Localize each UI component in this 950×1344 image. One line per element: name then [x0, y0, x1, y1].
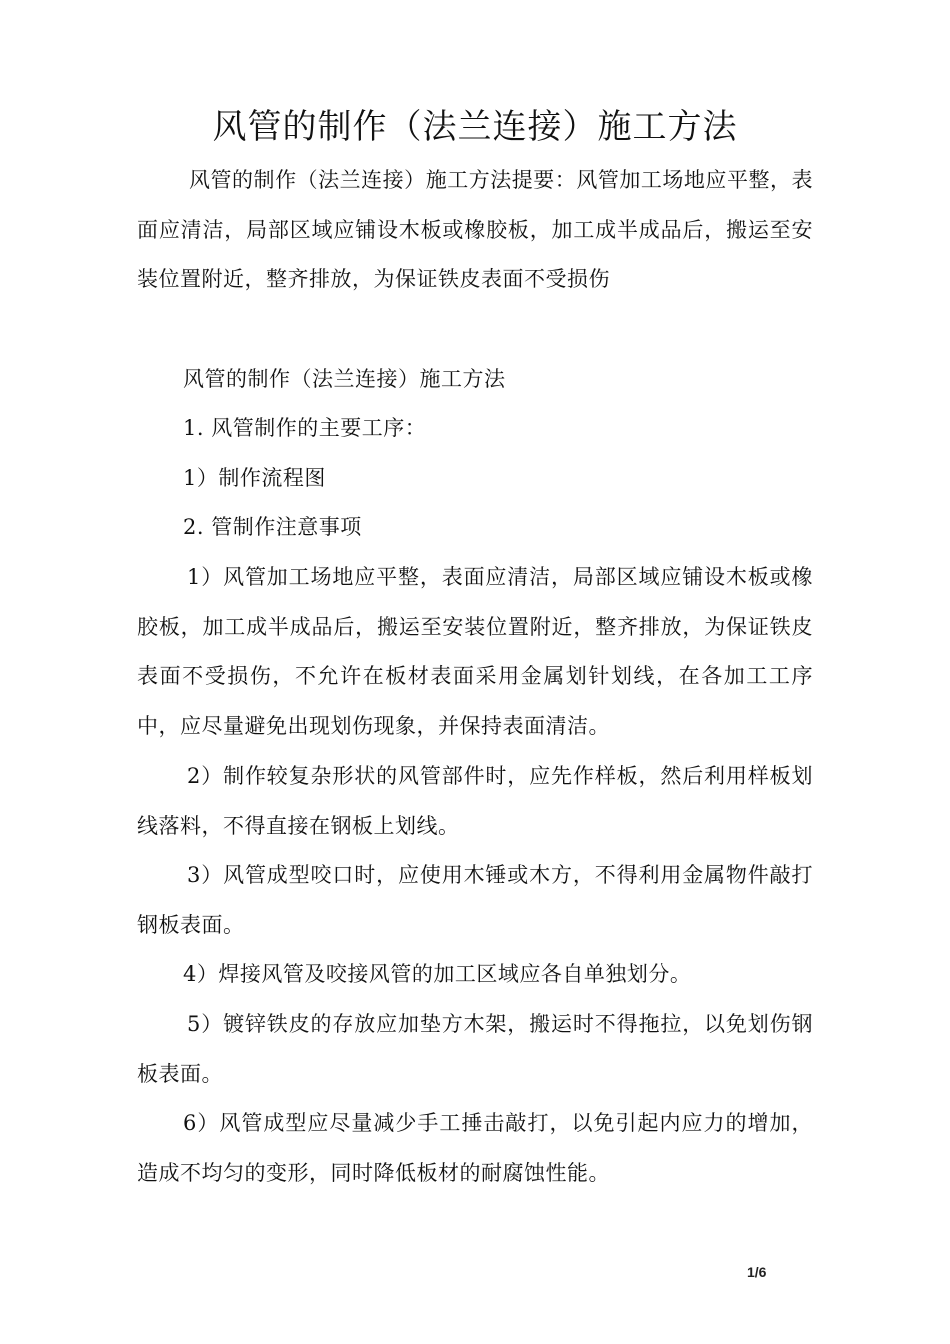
- section-heading: 风管的制作（法兰连接）施工方法: [183, 367, 506, 391]
- section-1-item: 1）制作流程图: [183, 466, 326, 490]
- summary-paragraph: 风管的制作（法兰连接）施工方法提要：风管加工场地应平整，表面应清洁，局部区域应铺设木板或橡胶板，加工成半成品后，搬运至安装位置附近，整齐排放，为保证铁皮表面不受损伤: [137, 168, 813, 291]
- note-item-3: 3）风管成型咬口时，应使用木锤或木方，不得利用金属物件敲打钢板表面。: [137, 863, 813, 937]
- note-item-2: 2）制作较复杂形状的风管部件时，应先作样板，然后利用样板划线落料，不得直接在钢板上划线。: [137, 764, 813, 838]
- note-item-4: 4）焊接风管及咬接风管的加工区域应各自单独划分。: [183, 962, 692, 986]
- note-item-1: 1）风管加工场地应平整，表面应清洁，局部区域应铺设木板或橡胶板，加工成半成品后，搬运至安装位置附近，整齐排放，为保证铁皮表面不受损伤，不允许在板材表面采用金属划针划线，在各加工工序中，应尽量避免出现划伤现象，并保持表面清洁。: [137, 565, 813, 738]
- page-number: 1/6: [747, 1264, 767, 1280]
- note-item-6: 6）风管成型应尽量减少手工捶击敲打，以免引起内应力的增加，造成不均匀的变形，同时降低板材的耐腐蚀性能。: [137, 1111, 813, 1185]
- section-2-heading: 2. 管制作注意事项: [183, 515, 362, 539]
- note-item-5: 5）镀锌铁皮的存放应加垫方木架，搬运时不得拖拉，以免划伤钢板表面。: [137, 1012, 813, 1086]
- document-title: 风管的制作（法兰连接）施工方法: [212, 107, 738, 147]
- section-1-heading: 1. 风管制作的主要工序：: [183, 416, 427, 440]
